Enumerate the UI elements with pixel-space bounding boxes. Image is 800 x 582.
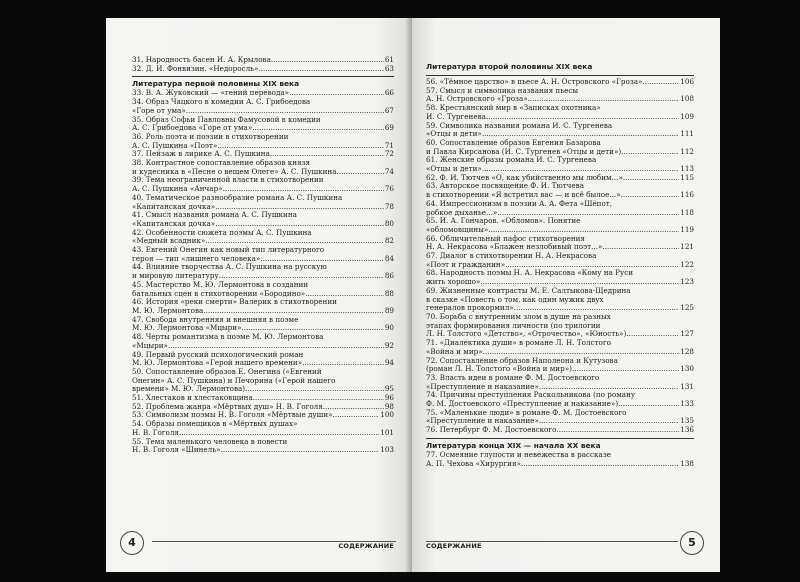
dot-leader (556, 426, 679, 435)
left-page (106, 18, 412, 572)
footer-title-right: СОДЕРЖАНИЕ (426, 542, 482, 550)
toc-entry[interactable] (132, 98, 394, 115)
toc-entry-page: 71 (384, 140, 394, 150)
toc-entry-title: Онегин» А. С. Пушкина) и Печорина («Герой нашего (132, 375, 336, 385)
toc-entry-page: 125 (680, 303, 694, 313)
toc-entry-page: 100 (380, 410, 394, 420)
toc-entry[interactable] (132, 176, 394, 193)
toc-entry[interactable] (132, 65, 394, 74)
toc-entry[interactable] (426, 357, 694, 374)
footer-title-left: СОДЕРЖАНИЕ (338, 542, 394, 550)
toc-entry-title: и Павла Кирсанова (И. С. Тургенев «Отцы и дети») (426, 146, 622, 156)
toc-entry-title: 63. Авторское посвящение Ф. И. Тютчева (426, 181, 585, 191)
toc-entry-title: 44. Влияние творчества А. С. Пушкина на русскую (132, 262, 327, 272)
toc-entry-page: 135 (680, 416, 694, 426)
toc-entry[interactable] (132, 211, 394, 228)
section-heading: Литература первой половины XIX века (132, 79, 300, 89)
toc-entry-page: 127 (680, 329, 694, 339)
toc-entry-page: 122 (680, 259, 694, 269)
toc-entry-title: 55. Тема маленького человека в повести (132, 436, 288, 446)
toc-entry-title: М. Ю. Лермонтова «Мцыри» (132, 323, 242, 333)
toc-entry-page: 136 (680, 425, 694, 435)
toc-entry-title: Ф. М. Достоевского «Преступление и наказание») (426, 399, 619, 409)
toc-entry-title: 62. Ф. И. Тютчев «О, как убийственно мы любим...» (426, 172, 623, 182)
toc-entry-title: «обломовщины» (426, 224, 489, 234)
dot-leader (602, 243, 679, 252)
toc-entry-page: 119 (680, 224, 694, 234)
toc-entry-title: М. Ю. Лермонтова (132, 305, 204, 315)
toc-entry-title: 76. Петербург Ф. М. Достоевского (426, 425, 557, 435)
toc-entry[interactable] (426, 269, 694, 286)
toc-entry-page: 130 (680, 364, 694, 374)
toc-entry[interactable] (426, 182, 694, 199)
toc-entry-title: 60. Сопоставление образов Евгения Базарова (426, 137, 601, 147)
toc-entry-page: 118 (680, 207, 694, 217)
dot-leader (258, 65, 383, 74)
section-heading: Литература второй половины XIX века (426, 62, 593, 71)
toc-entry-title: 31. Народность басен И. А. Крылова (132, 55, 271, 64)
toc-entry[interactable] (132, 281, 394, 298)
section-rule (426, 75, 694, 76)
toc-entry-title: 68. Народность поэмы Н. А. Некрасова «Кому на Руси (426, 268, 634, 278)
toc-entry-title: 64. Импрессионизм в поэзии А. А. Фета «Шёпот, (426, 198, 613, 208)
toc-entry-page: 116 (680, 190, 694, 200)
left-contents (132, 56, 394, 455)
book-spread (98, 8, 734, 578)
page-number-left: 4 (120, 531, 144, 555)
toc-entry-title: М. Ю. Лермонтова «Герой нашего времени» (132, 358, 303, 368)
toc-entry-title: 61. Женские образы романа И. С. Тургенева (426, 155, 597, 165)
toc-entry[interactable] (132, 368, 394, 394)
toc-entry[interactable] (426, 339, 694, 356)
toc-entry[interactable] (426, 409, 694, 426)
toc-entry[interactable] (426, 374, 694, 391)
toc-entry-page: 67 (384, 105, 394, 115)
toc-entry-page: 72 (384, 149, 394, 159)
page-number-right: 5 (680, 531, 704, 555)
toc-entry[interactable] (426, 451, 694, 468)
toc-entry[interactable] (426, 104, 694, 121)
toc-entry-title: 77. Осмеяние глупости и невежества в рассказе (426, 449, 612, 459)
toc-entry-title: героя — тип «лишнего человека» (132, 253, 261, 263)
toc-entry-title: 48. Черты романтизма в поэме М. Ю. Лермонтова (132, 332, 324, 342)
toc-entry[interactable] (426, 235, 694, 252)
toc-entry-title: генералов прокормил» (426, 303, 514, 313)
toc-entry-page: 78 (384, 201, 394, 211)
toc-entry-page: 86 (384, 271, 394, 281)
toc-entry[interactable] (426, 287, 694, 313)
toc-entry-page: 138 (680, 458, 694, 468)
toc-entry-title: 71. «Диалектика души» в романе Л. Н. Толстого (426, 338, 611, 348)
toc-entry-title: (роман Л. Н. Толстого «Война и мир») (426, 364, 572, 374)
toc-entry-title: 51. Хлестаков и хлестаковщина (132, 393, 253, 403)
right-page (412, 18, 720, 572)
toc-entry-page: 95 (384, 384, 394, 394)
toc-entry-title: 57. Смысл и символика названия пьесы (426, 85, 579, 95)
toc-entry[interactable] (132, 229, 394, 246)
toc-entry-title: «Преступление и наказание» (426, 416, 539, 426)
section-heading: Литература конца XIX — начала XX века (426, 440, 601, 450)
toc-entry-title: 70. Борьба с внутренним злом в душе на разных (426, 311, 611, 321)
toc-entry-title: «Отцы и дети» (426, 129, 482, 139)
toc-entry[interactable] (132, 133, 394, 150)
toc-entry-title: 47. Свобода внутренняя и внешняя в поэме (132, 314, 299, 324)
toc-entry-title: 67. Диалог в стихотворении Н. А. Некрасова (426, 251, 597, 261)
toc-entry-title: 56. «Тёмное царство» в пьесе А. Н. Островского «Гроза» (426, 77, 643, 86)
toc-entry-title: времени» М. Ю. Лермонтова) (132, 384, 246, 394)
toc-entry-page: 69 (384, 123, 394, 133)
toc-entry-title: 33. В. А. Жуковский — «гений перевода» (132, 88, 290, 98)
toc-entry[interactable] (132, 298, 394, 315)
toc-entry[interactable] (426, 313, 694, 339)
toc-entry-title: 35. Образ Софьи Павловны Фамусовой в комедии (132, 114, 321, 124)
section-rule (132, 76, 394, 77)
toc-entry-title: Н. В. Гоголя (132, 427, 179, 437)
dot-leader (618, 400, 679, 409)
toc-entry-title: 58. Крестьянский мир в «Записках охотника» (426, 103, 601, 113)
toc-entry-title: 65. И. А. Гончаров. «Обломов». Понятие (426, 216, 581, 226)
toc-entry-page: 103 (380, 445, 394, 455)
toc-entry-title: А. Н. Островского «Гроза» (426, 94, 528, 104)
toc-entry-page: 90 (384, 323, 394, 333)
toc-entry-title: 72. Сопоставление образов Наполеона и Кутузова (426, 355, 618, 365)
toc-entry[interactable] (132, 159, 394, 176)
toc-entry-page: 123 (680, 277, 694, 287)
toc-entry-title: 34. Образ Чацкого в комедии А. С. Грибоедова (132, 97, 311, 107)
toc-entry-title: робкое дыханье...» (426, 207, 498, 217)
toc-entry-title: 46. История «реки смерти» Валерик в стихотворении (132, 297, 337, 307)
toc-entry-title: 36. Роль поэта и поэзии в стихотворении (132, 131, 289, 141)
toc-entry-title: 45. Мастерство М. Ю. Лермонтова в создании (132, 279, 309, 289)
toc-entry-title: 38. Контрастное сопоставление образов князя (132, 158, 311, 168)
toc-entry-page: 82 (384, 236, 394, 246)
toc-entry-title: в стихотворении «Я встретил вас — и всё былое...» (426, 190, 621, 200)
toc-entry[interactable] (426, 122, 694, 139)
toc-entry-page: 128 (680, 346, 694, 356)
toc-entry-title: 49. Первый русский психологический роман (132, 349, 304, 359)
toc-entry-title: батальных сцен в стихотворении «Бородино» (132, 288, 306, 298)
toc-entry-page: 113 (680, 164, 694, 174)
toc-entry-title: в сказке «Повесть о том, как один мужик двух (426, 294, 604, 304)
toc-entry-title: 53. Символизм поэмы Н. В. Гоголя «Мёртвые души» (132, 410, 333, 420)
toc-entry-page: 84 (384, 253, 394, 263)
toc-entry-page: 98 (384, 401, 394, 411)
toc-entry-page: 63 (384, 63, 394, 73)
toc-entry-title: А. П. Чехова «Хирургия» (426, 458, 521, 468)
toc-entry-page: 121 (680, 242, 694, 252)
toc-entry-title: 41. Смысл названия романа А. С. Пушкина (132, 210, 297, 220)
toc-entry-page: 108 (680, 94, 694, 104)
toc-entry-title: 43. Евгений Онегин как новый тип литературного (132, 245, 325, 255)
toc-entry-title: 66. Обличительный пафос стихотворения (426, 233, 585, 243)
toc-entry-page: 133 (680, 399, 694, 409)
dot-leader (621, 148, 679, 157)
toc-entry[interactable] (132, 246, 394, 263)
toc-entry-page: 74 (384, 166, 394, 176)
toc-entry-title: Н. В. Гоголя «Шинель» (132, 445, 221, 455)
toc-entry-title: «Война и мир» (426, 346, 483, 356)
toc-entry[interactable] (132, 438, 394, 455)
toc-entry-title: «Поэт и гражданин» (426, 259, 506, 269)
toc-entry[interactable] (132, 116, 394, 133)
dot-leader (623, 174, 679, 183)
toc-entry[interactable] (132, 333, 394, 350)
toc-entry-page: 94 (384, 358, 394, 368)
toc-entry-page: 88 (384, 288, 394, 298)
toc-entry-title: 75. «Маленькие люди» в романе Ф. М. Достоевского (426, 407, 627, 417)
toc-entry-title: «Отцы и дети» (426, 164, 482, 174)
toc-entry-title: 50. Сопоставление образов Е. Онегина («Евгений (132, 366, 322, 376)
toc-entry-title: и кудесника в «Песне о вещем Олеге» А. С. Пушкина (132, 166, 337, 176)
toc-entry[interactable] (132, 263, 394, 280)
toc-entry-title: «Преступление и наказание» (426, 381, 539, 391)
toc-entry-page: 106 (680, 77, 694, 86)
toc-entry-page: 115 (680, 172, 694, 182)
dot-leader (626, 330, 679, 339)
toc-entry-title: и мировую литературу (132, 271, 219, 281)
toc-entry-title: «Горе от ума» (132, 105, 186, 115)
dot-leader (221, 446, 380, 455)
toc-entry[interactable] (426, 87, 694, 104)
dot-leader (333, 411, 380, 420)
toc-entry-page: 111 (680, 129, 694, 139)
toc-entry[interactable] (426, 200, 694, 217)
dot-leader (245, 385, 384, 394)
toc-entry-page: 61 (384, 55, 394, 64)
toc-entry-title: 42. Особенности сюжета поэмы А. С. Пушкина (132, 227, 312, 237)
dot-leader (337, 168, 384, 177)
toc-entry-title: «Капитанская дочка» (132, 201, 216, 211)
toc-entry[interactable] (426, 426, 694, 435)
toc-entry-page: 92 (384, 340, 394, 350)
toc-entry-page: 112 (680, 146, 694, 156)
dot-leader (621, 191, 680, 200)
toc-entry[interactable] (426, 391, 694, 408)
toc-entry-page: 76 (384, 184, 394, 194)
toc-entry-title: А. С. Пушкина «Поэт» (132, 140, 218, 150)
right-contents (426, 62, 694, 468)
toc-entry-title: А. С. Пушкина «Анчар» (132, 184, 223, 194)
toc-entry[interactable] (426, 139, 694, 156)
toc-entry[interactable] (426, 156, 694, 173)
toc-entry-page: 101 (380, 427, 394, 437)
toc-entry-title: 69. Жизненные контрасты М. Е. Салтыкова-Щедрина (426, 285, 631, 295)
dot-leader (642, 78, 679, 87)
toc-entry-page: 89 (384, 305, 394, 315)
toc-entry-title: жить хорошо» (426, 277, 481, 287)
dot-leader (271, 56, 384, 65)
toc-entry-title: 37. Пейзаж в лирике А. С. Пушкина (132, 149, 270, 159)
toc-entry-title: «Мцыри» (132, 340, 168, 350)
toc-entry[interactable] (132, 316, 394, 333)
toc-entry-title: А. С. Грибоедова «Горе от ума» (132, 123, 253, 133)
toc-entry-title: 40. Тематическое разнообразие романа А. С. Пушкина (132, 192, 343, 202)
dot-leader (539, 417, 679, 426)
toc-entry[interactable] (426, 217, 694, 234)
toc-entry[interactable] (132, 351, 394, 368)
toc-entry[interactable] (132, 194, 394, 211)
section-rule (426, 438, 694, 439)
toc-entry-page: 80 (384, 218, 394, 228)
dot-leader (521, 460, 679, 469)
toc-entry-page: 96 (384, 393, 394, 403)
toc-entry-title: И. С. Тургенева (426, 111, 486, 121)
toc-entry-title: «Медный всадник» (132, 236, 206, 246)
toc-entry-page: 66 (384, 88, 394, 98)
toc-entry-title: 74. Причины преступления Раскольникова (по роману (426, 390, 636, 400)
toc-entry[interactable] (132, 420, 394, 437)
toc-entry-title: «Капитанская дочка» (132, 218, 216, 228)
toc-entry-title: 32. Д. И. Фонвизин. «Недоросль» (132, 63, 259, 73)
toc-entry-title: 59. Символика названия романа И. С. Тургенева (426, 120, 613, 130)
toc-entry[interactable] (426, 252, 694, 269)
toc-entry-title: 39. Тема неограниченной власти в стихотворении (132, 175, 324, 185)
toc-entry-title: Л. Н. Толстого «Детство», «Отрочество», «Юность») (426, 329, 627, 339)
toc-entry-page: 131 (680, 381, 694, 391)
toc-entry-title: этапах формирования личности (по трилогии (426, 320, 601, 330)
toc-entry-page: 109 (680, 111, 694, 121)
toc-entry-title: Н. А. Некрасова «Блажен незлобивый поэт...» (426, 242, 603, 252)
toc-entry-title: 73. Власть идеи в романе Ф. М. Достоевского (426, 372, 600, 382)
toc-entry-title: 52. Проблема жанра «Мёртвых душ» Н. В. Гоголя (132, 401, 323, 411)
toc-entry-title: 54. Образы помещиков в «Мёртвых душах» (132, 419, 298, 429)
